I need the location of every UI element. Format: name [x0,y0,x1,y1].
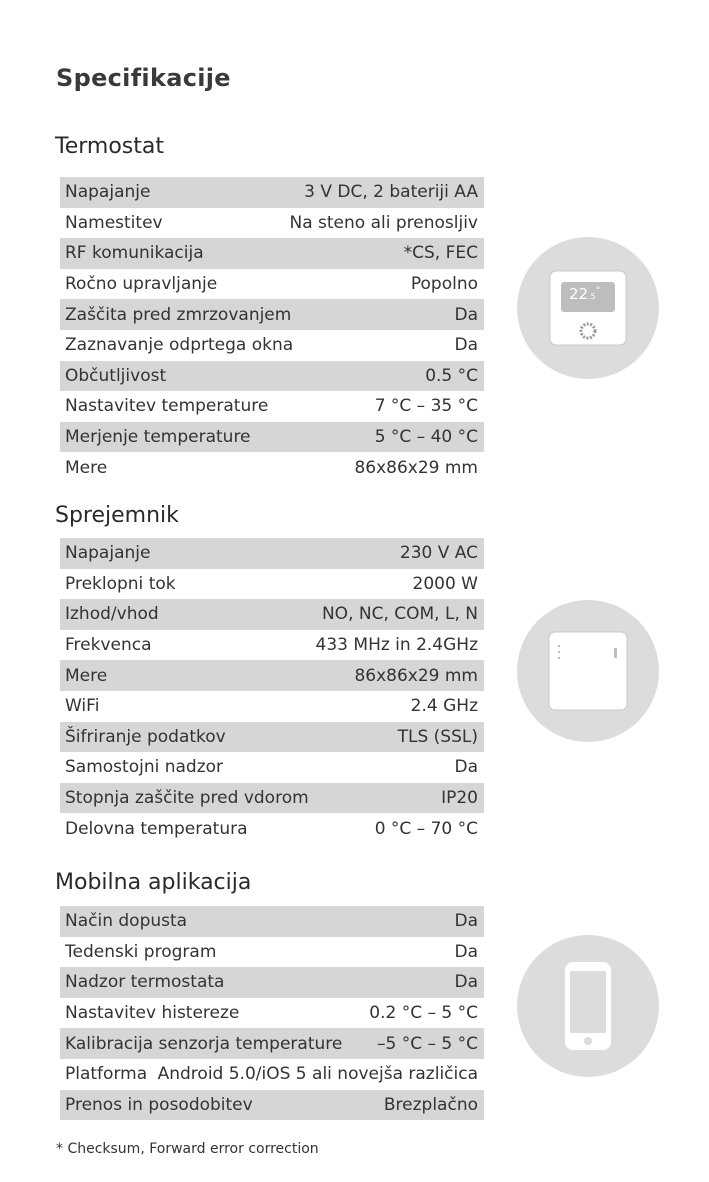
table-row [60,238,484,269]
row-value: 2000 W [412,573,478,594]
section-title-mobilna-aplikacija: Mobilna aplikacija [55,870,252,895]
spec-table-sprejemnik [60,538,484,844]
row-value: Da [454,911,478,932]
row-value: Da [454,304,478,325]
table-row [60,452,484,483]
row-value: Na steno ali prenosljiv [289,212,478,233]
table-row [60,906,484,937]
table-row [60,937,484,968]
row-value: Da [454,972,478,993]
row-key: Mere [65,665,108,686]
row-key: Nastavitev temperature [65,396,269,417]
row-value: Android 5.0/iOS 5 ali novejša različica [157,1064,478,1085]
table-row [60,630,484,661]
thermostat-display [569,285,600,303]
row-value: 86x86x29 mm [354,457,478,478]
row-key: Občutljivost [65,365,167,386]
row-key: Mere [65,457,108,478]
row-key: Stopnja zaščite pred vdorom [65,788,309,809]
row-value: TLS (SSL) [397,726,478,747]
thermostat-display-unit: ° [595,286,601,296]
table-row [60,569,484,600]
row-value: 0.5 °C [425,365,478,386]
table-row [60,783,484,814]
row-key: RF komunikacija [65,243,204,264]
table-row [60,813,484,844]
table-row [60,299,484,330]
table-row [60,967,484,998]
table-row [60,538,484,569]
row-key: Način dopusta [65,911,188,932]
row-key: Napajanje [65,182,151,203]
page-title: Specifikacije [56,64,231,92]
row-key: Platforma [65,1064,148,1085]
row-value: IP20 [441,788,478,809]
table-row [60,177,484,208]
row-value: 5 °C – 40 °C [374,427,478,448]
row-key: Kalibracija senzorja temperature [65,1033,343,1054]
table-row [60,752,484,783]
row-value: Da [454,335,478,356]
row-value: 7 °C – 35 °C [374,396,478,417]
row-key: Zaznavanje odprtega okna [65,335,294,356]
row-value: Da [454,941,478,962]
row-value: NO, NC, COM, L, N [321,604,478,625]
row-key: Namestitev [65,212,163,233]
table-row [60,269,484,300]
row-key: Preklopni tok [65,573,176,594]
row-value: 2.4 GHz [410,696,478,717]
section-title-sprejemnik: Sprejemnik [55,503,179,528]
row-key: Napajanje [65,543,151,564]
table-row [60,361,484,392]
row-value: 3 V DC, 2 bateriji AA [304,182,478,203]
row-key: Nastavitev histereze [65,1003,240,1024]
table-row [60,391,484,422]
row-key: Zaščita pred zmrzovanjem [65,304,292,325]
row-value: 433 MHz in 2.4GHz [315,635,478,656]
row-key: Ročno upravljanje [65,274,218,295]
row-key: Nadzor termostata [65,972,225,993]
spec-table-mobilna-aplikacija [60,906,484,1120]
row-key: Samostojni nadzor [65,757,224,778]
footnote: * Checksum, Forward error correction [56,1141,319,1157]
row-value: –5 °C – 5 °C [377,1033,478,1054]
spec-table-termostat [60,177,484,483]
receiver-icon [517,600,659,742]
table-row [60,599,484,630]
table-row [60,691,484,722]
row-key: WiFi [65,696,100,717]
section-title-termostat: Termostat [55,134,164,159]
thermostat-display-main: 22 [569,285,589,303]
smartphone-icon [517,935,659,1077]
table-row [60,330,484,361]
table-row [60,998,484,1029]
row-value: *CS, FEC [403,243,478,264]
row-value: 230 V AC [399,543,478,564]
table-row [60,1090,484,1121]
table-row [60,1059,484,1090]
thermostat-display-decimal: .5 [588,292,596,301]
row-value: Popolno [410,274,478,295]
row-value: 86x86x29 mm [354,665,478,686]
row-value: Brezplačno [383,1094,478,1115]
table-row [60,660,484,691]
row-key: Frekvenca [65,635,152,656]
table-row [60,208,484,239]
row-key: Merjenje temperature [65,427,251,448]
table-row [60,422,484,453]
row-value: 0.2 °C – 5 °C [369,1003,478,1024]
row-key: Delovna temperatura [65,818,248,839]
table-row [60,1028,484,1059]
row-key: Prenos in posodobitev [65,1094,253,1115]
table-row [60,722,484,753]
row-value: Da [454,757,478,778]
row-value: 0 °C – 70 °C [374,818,478,839]
row-key: Šifriranje podatkov [65,726,226,747]
row-key: Izhod/vhod [65,604,159,625]
thermostat-icon [517,237,659,379]
row-key: Tedenski program [65,941,217,962]
